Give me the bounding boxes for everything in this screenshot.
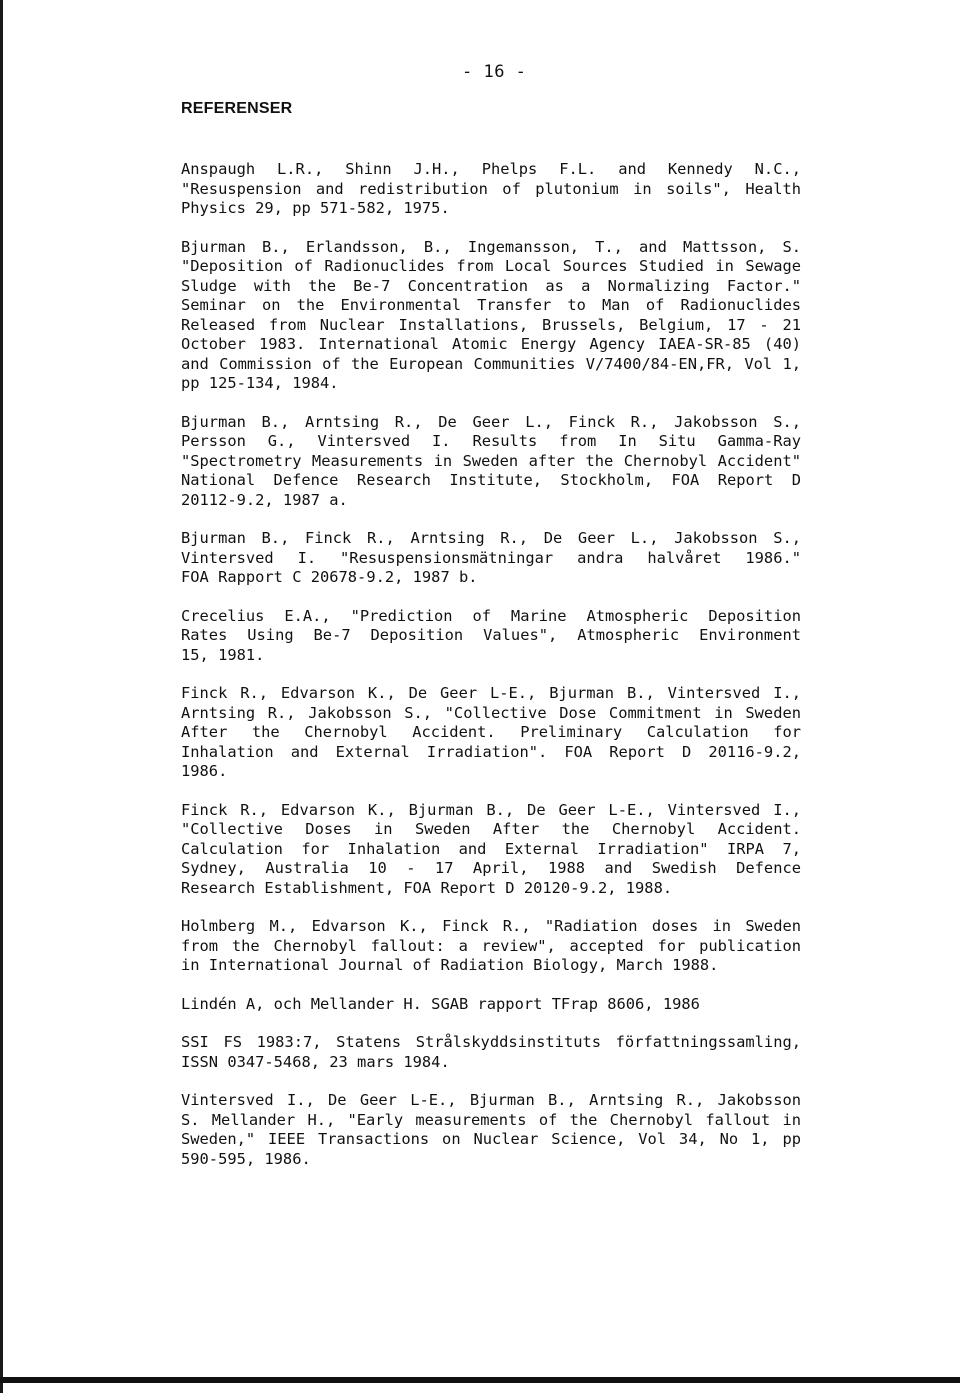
left-scan-edge <box>0 0 3 1393</box>
reference-line: Sydney, Australia 10 - 17 April, 1988 and Swedish Defence <box>181 859 801 877</box>
bottom-rule <box>0 1377 960 1383</box>
reference-line: 1986. <box>181 762 228 780</box>
reference-line: Bjurman B., Arntsing R., De Geer L., Finck R., Jakobsson S., <box>181 412 801 431</box>
reference-line: Vintersved I., De Geer L-E., Bjurman B., Arntsing R., Jakobsson <box>181 1091 801 1109</box>
reference-line: SSI FS 1983:7, Statens Strålskyddsinstituts författningssamling, <box>181 1033 801 1051</box>
reference-line: Research Establishment, FOA Report D 20120-9.2, 1988. <box>181 878 673 897</box>
reference-line: "Deposition of Radionuclides from Local Sources Studied in Sewage <box>181 257 801 275</box>
reference-line: ISSN 0347-5468, 23 mars 1984. <box>181 1052 450 1071</box>
reference-entry <box>181 529 801 588</box>
reference-line: FOA Rapport C 20678-9.2, 1987 b. <box>181 568 478 586</box>
reference-line: Crecelius E.A., "Prediction of Marine Atmospheric Deposition <box>181 606 801 625</box>
reference-line: Holmberg M., Edvarson K., Finck R., "Radiation doses in Sweden <box>181 917 801 935</box>
reference-line: Seminar on the Environmental Transfer to Man of Radionuclides <box>181 296 801 314</box>
reference-line: Anspaugh L.R., Shinn J.H., Phelps F.L. and Kennedy N.C., <box>181 160 801 178</box>
reference-line: Bjurman B., Finck R., Arntsing R., De Geer L., Jakobsson S., <box>181 529 801 547</box>
reference-line: Released from Nuclear Installations, Brussels, Belgium, 17 - 21 <box>181 315 801 334</box>
reference-line: Rates Using Be-7 Deposition Values", Atmospheric Environment <box>181 626 801 644</box>
reference-entry <box>181 238 801 394</box>
reference-line: 20112-9.2, 1987 a. <box>181 490 348 509</box>
reference-line: in International Journal of Radiation Biology, March 1988. <box>181 956 719 974</box>
reference-entry <box>181 1033 801 1072</box>
reference-line: Finck R., Edvarson K., Bjurman B., De Geer L-E., Vintersved I., <box>181 800 801 819</box>
reference-line: Inhalation and External Irradiation". FOA Report D 20116-9.2, <box>181 742 801 761</box>
reference-line: Physics 29, pp 571-582, 1975. <box>181 199 450 217</box>
reference-line: "Collective Doses in Sweden After the Chernobyl Accident. <box>181 820 801 838</box>
reference-line: "Resuspension and redistribution of plutonium in soils", Health <box>181 179 801 198</box>
reference-entry <box>181 160 801 219</box>
reference-entry <box>181 684 801 782</box>
reference-line: After the Chernobyl Accident. Preliminary Calculation for <box>181 723 801 741</box>
reference-line: and Commission of the European Communities V/7400/84-EN,FR, Vol 1, <box>181 354 801 373</box>
reference-list <box>181 160 801 1188</box>
reference-line: 590-595, 1986. <box>181 1149 311 1168</box>
reference-line: S. Mellander H., "Early measurements of the Chernobyl fallout in <box>181 1110 801 1129</box>
reference-line: Finck R., Edvarson K., De Geer L-E., Bjurman B., Vintersved I., <box>181 684 801 702</box>
reference-line: 15, 1981. <box>181 645 265 664</box>
reference-line: "Spectrometry Measurements in Sweden after the Chernobyl Accident" <box>181 451 801 470</box>
reference-line: Sweden," IEEE Transactions on Nuclear Science, Vol 34, No 1, pp <box>181 1130 801 1148</box>
reference-line: Sludge with the Be-7 Concentration as a Normalizing Factor." <box>181 276 801 295</box>
reference-line: Arntsing R., Jakobsson S., "Collective Dose Commitment in Sweden <box>181 703 801 722</box>
reference-entry <box>181 413 801 511</box>
reference-line: National Defence Research Institute, Stockholm, FOA Report D <box>181 471 801 489</box>
reference-line: Lindén A, och Mellander H. SGAB rapport TFrap 8606, 1986 <box>181 994 700 1013</box>
reference-entry <box>181 1091 801 1169</box>
page-number: - 16 - <box>462 62 527 82</box>
reference-line: Persson G., Vintersved I. Results from In Situ Gamma-Ray <box>181 432 801 450</box>
reference-line: Vintersved I. "Resuspensionsmätningar andra halvåret 1986." <box>181 548 801 567</box>
reference-entry <box>181 801 801 899</box>
reference-entry <box>181 995 801 1015</box>
reference-line: Bjurman B., Erlandsson, B., Ingemansson, T., and Mattsson, S. <box>181 237 801 256</box>
reference-line: Calculation for Inhalation and External Irradiation" IRPA 7, <box>181 839 801 858</box>
reference-line: October 1983. International Atomic Energy Agency IAEA-SR-85 (40) <box>181 335 801 353</box>
reference-entry <box>181 917 801 976</box>
reference-entry <box>181 607 801 666</box>
reference-line: pp 125-134, 1984. <box>181 374 339 392</box>
section-heading: REFERENSER <box>181 100 293 117</box>
reference-line: from the Chernobyl fallout: a review", accepted for publication <box>181 936 801 955</box>
